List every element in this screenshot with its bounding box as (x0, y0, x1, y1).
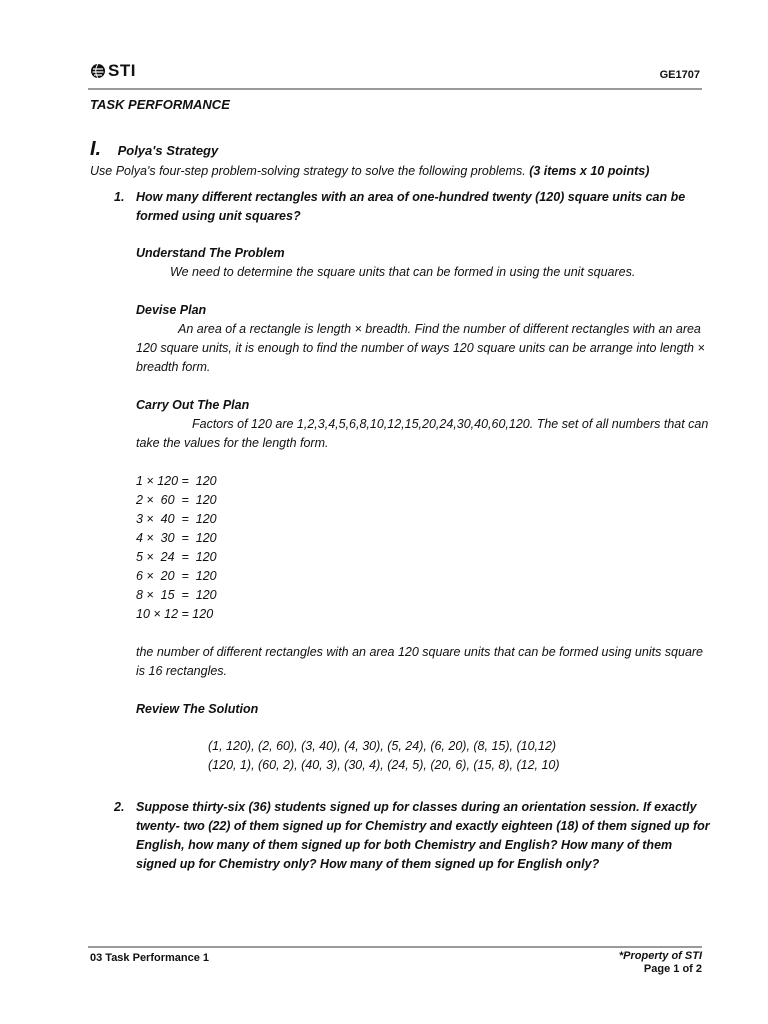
conclusion-text: the number of different rectangles with an area 120 square units that can be formed using units square is 16 rectangles. (136, 645, 704, 678)
footer-document-title: 03 Task Performance 1 (90, 952, 210, 964)
understand-heading: Understand The Problem (136, 246, 285, 260)
devise-heading: Devise Plan (136, 303, 207, 317)
section-number: I. (90, 138, 102, 160)
sti-globe-icon (90, 63, 106, 79)
instructions (90, 162, 712, 181)
page-number: Page 1 of 2 (643, 963, 702, 975)
carry-heading: Carry Out The Plan (136, 398, 250, 412)
devise-text: An area of a rectangle is length × breadth. Find the number of different rectangles with an area 120 square units, it is enough to find the number of ways 120 square units can be arrange into length × breadth form. (136, 322, 705, 374)
equation-line: 10 × 12 = 120 (136, 607, 214, 621)
course-code: GE1707 (659, 69, 700, 81)
page-label: TASK PERFORMANCE (90, 97, 230, 112)
equation-line: 6 × 20 = 120 (136, 569, 217, 583)
review-line-1: (1, 120), (2, 60), (3, 40), (4, 30), (5, 24), (6, 20), (8, 15), (10,12) (208, 739, 557, 753)
property-notice: *Property of STI (618, 950, 702, 962)
carry-text: Factors of 120 are 1,2,3,4,5,6,8,10,12,15,20,24,30,40,60,120. The set of all numbers that can take the values for the length form. (136, 417, 709, 450)
equation-line: 5 × 24 = 120 (136, 550, 217, 564)
instructions-text: Use Polya's four-step problem-solving strategy to solve the following problems. (90, 164, 526, 178)
review-pairs (208, 737, 712, 775)
equation-line: 1 × 120 = 120 (136, 474, 217, 488)
question-1-solution (136, 244, 712, 775)
section-title: Polya's Strategy (117, 143, 219, 158)
document-body (90, 162, 712, 874)
logo-text: STI (108, 61, 136, 80)
question-number: 1. (114, 190, 125, 204)
equation-line: 4 × 30 = 120 (136, 531, 217, 545)
sti-logo (90, 61, 136, 81)
equation-line: 2 × 60 = 120 (136, 493, 217, 507)
question-text: Suppose thirty-six (36) students signed up for classes during an orientation session. If exactly twenty- two (22) of them signed up for Chemistry and exactly eighteen (18) of them signed up for English, how many of them signed up for both Chemistry and English? How many of them signed up for Chemistry only? How many of them signed up for English only? (136, 800, 710, 871)
section-heading (90, 138, 218, 161)
review-line-2: (120, 1), (60, 2), (40, 3), (30, 4), (24, 5), (20, 6), (15, 8), (12, 10) (208, 758, 560, 772)
footer-page-info (619, 950, 702, 976)
question-2 (90, 798, 712, 874)
equation-list (136, 472, 712, 624)
header-divider (88, 88, 702, 90)
question-1 (90, 188, 712, 226)
understand-text: We need to determine the square units that can be formed in using the unit squares. (170, 265, 636, 279)
review-heading: Review The Solution (136, 702, 259, 716)
question-text: How many different rectangles with an area of one-hundred twenty (120) square units can be formed using unit squares? (136, 190, 686, 223)
question-number: 2. (114, 800, 125, 814)
footer-divider (88, 946, 702, 948)
equation-line: 8 × 15 = 120 (136, 588, 217, 602)
equation-line: 3 × 40 = 120 (136, 512, 217, 526)
points-text: (3 items x 10 points) (529, 164, 650, 178)
